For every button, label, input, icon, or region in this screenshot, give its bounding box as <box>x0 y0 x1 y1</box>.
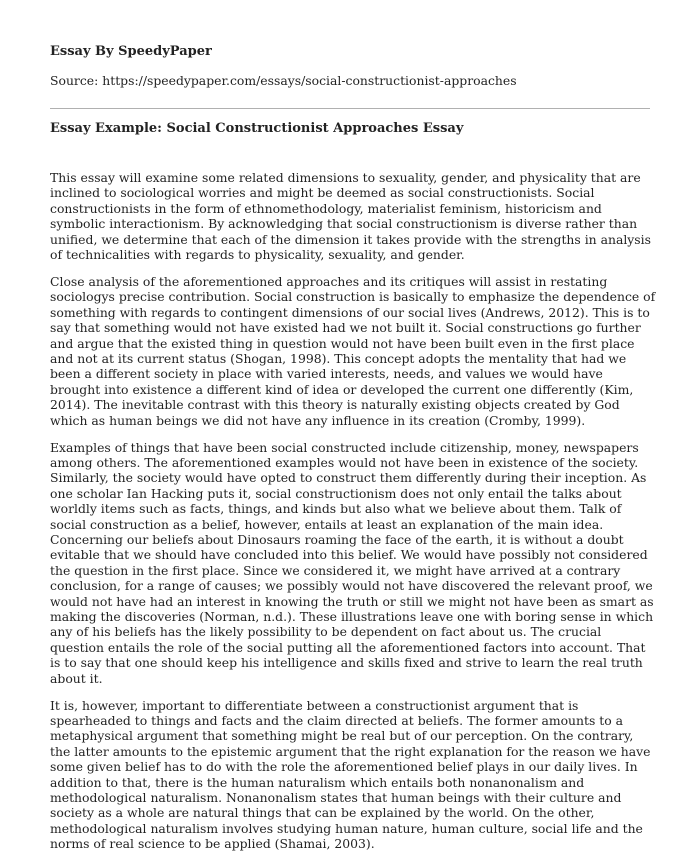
essay-paragraph: This essay will examine some related dimensions to sexuality, gender, and physicality that are inclined to sociological worries and might be deemed as social constructionists. Social constructionists in the form of ethnomethodology, materialist feminism, historicism and symbolic interactionism. By acknowledging that social constructionism is diverse rather than unified, we determine that each of the dimension it takes provide with the strengths in analysis of technicalities with regards to physicality, sexuality, and gender. <box>50 170 651 263</box>
essay-title: Essay Example: Social Constructionist Approaches Essay <box>50 121 464 136</box>
essay-paragraph: Examples of things that have been social constructed include citizenship, money, newspapers among others. The aforementioned examples would not have been in existence of the society. Similarly, the society would have opted to construct them differently during their inception. As one scholar Ian Hacking puts it, social constructionism does not only entail the talks about worldly items such as facts, things, and kinds but also what we believe about them. Talk of social construction as a belief, however, entails at least an explanation of the main idea. Concerning our beliefs about Dinosaurs roaming the face of the earth, it is without a doubt evitable that we should have concluded into this belief. We would have possibly not considered the question in the first place. Since we considered it, we might have arrived at a contrary conclusion, for a range of causes; we possibly would not have discovered the relevant proof, we would not have had an interest in knowing the truth or still we might not have been as smart as making the discoveries (Norman, n.d.). These illustrations leave one with boring sense in which any of his beliefs has the likely possibility to be dependent on fact about us. The crucial question entails the role of the social putting all the aforementioned factors into account. That is to say that one should keep his intelligence and skills fixed and strive to learn the real truth about it. <box>50 439 654 686</box>
header-divider <box>50 108 650 109</box>
essay-body <box>50 170 656 863</box>
source-line: Source: https://speedypaper.com/essays/social-constructionist-approaches <box>50 73 517 88</box>
essay-paragraph: Close analysis of the aforementioned approaches and its critiques will assist in restating sociologys precise contribution. Social construction is basically to emphasize the dependence of something with regards to contingent dimensions of our social lives (Andrews, 2012). This is to say that something would not have existed had we not built it. Social constructions go further and argue that the existed thing in question would not have been built even in the first place and not at its current status (Shogan, 1998). This concept adopts the mentality that had we been a different society in place with varied interests, needs, and values we would have brought into existence a different kind of idea or developed the current one differently (Kim, 2014). The inevitable contrast with this theory is naturally existing objects created by God which as human beings we did not have any influence in its creation (Cromby, 1999). <box>50 273 656 428</box>
essay-paragraph: It is, however, important to differentiate between a constructionist argument that is spearheaded to things and facts and the claim directed at beliefs. The former amounts to a metaphysical argument that something might be real but of our perception. On the contrary, the latter amounts to the epistemic argument that the right explanation for the reason we have some given belief has to do with the role the aforementioned belief plays in our daily lives. In addition to that, there is the human naturalism which entails both nonanonalism and methodological naturalism. Nonanonalism states that human beings with their culture and society as a whole are natural things that can be explained by the world. On the other, methodological naturalism involves studying human nature, human culture, social life and the norms of real science to be applied (Shamai, 2003). <box>50 697 651 852</box>
document-header-title: Essay By SpeedyPaper <box>50 44 212 59</box>
